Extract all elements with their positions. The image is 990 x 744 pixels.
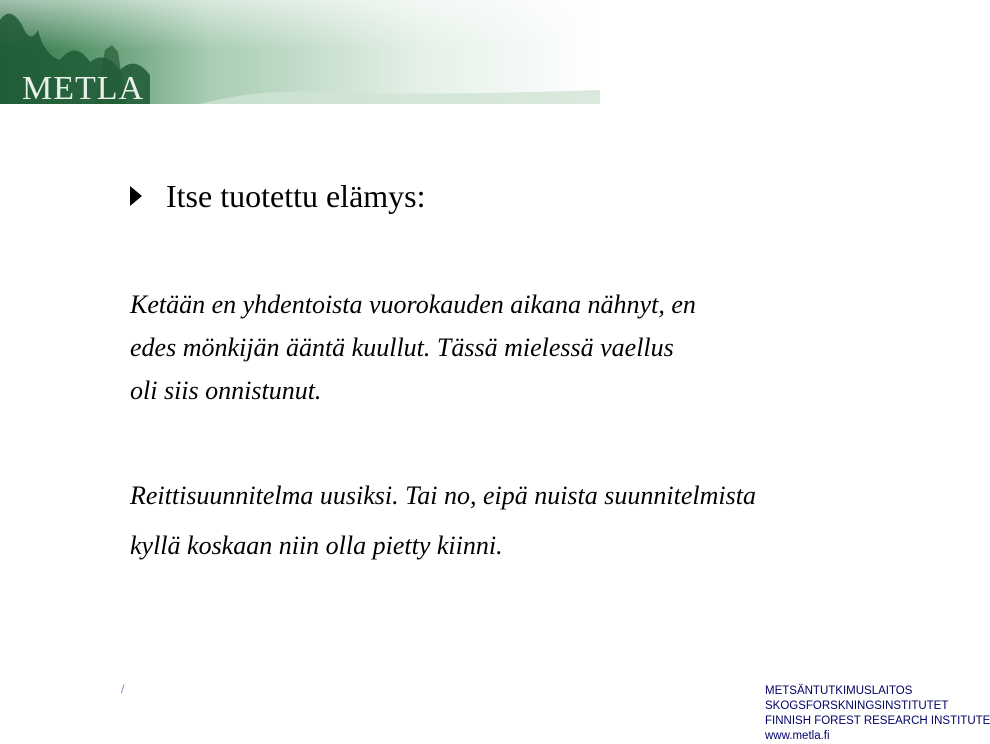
paragraph-1-line: edes mönkijän ääntä kuullut. Tässä mielessä vaellus bbox=[130, 333, 674, 362]
footer-line-english: FINNISH FOREST RESEARCH INSTITUTE bbox=[765, 715, 990, 727]
footer-line-finnish: METSÄNTUTKIMUSLAITOS bbox=[765, 685, 913, 697]
footer-slash: / bbox=[121, 682, 125, 696]
metla-banner bbox=[0, 0, 600, 107]
heading-text: Itse tuotettu elämys: bbox=[166, 178, 426, 214]
footer-line-swedish: SKOGSFORSKNINGSINSTITUTET bbox=[765, 700, 949, 712]
heading-row bbox=[130, 180, 426, 212]
metla-logo: METLA bbox=[22, 70, 145, 107]
paragraph-2-line: Reittisuunnitelma uusiksi. Tai no, eipä nuista suunnitelmista bbox=[130, 481, 756, 510]
paragraph-1-line: oli siis onnistunut. bbox=[130, 376, 322, 405]
paragraph-2-line: kyllä koskaan niin olla pietty kiinni. bbox=[130, 531, 503, 560]
paragraph-1 bbox=[130, 283, 696, 412]
paragraph-1-line: Ketään en yhdentoista vuorokauden aikana nähnyt, en bbox=[130, 290, 696, 319]
triangle-right-icon bbox=[130, 186, 142, 206]
footer-website-link[interactable]: www.metla.fi bbox=[765, 730, 830, 742]
paragraph-2 bbox=[130, 471, 756, 571]
footer-institute bbox=[765, 684, 990, 744]
